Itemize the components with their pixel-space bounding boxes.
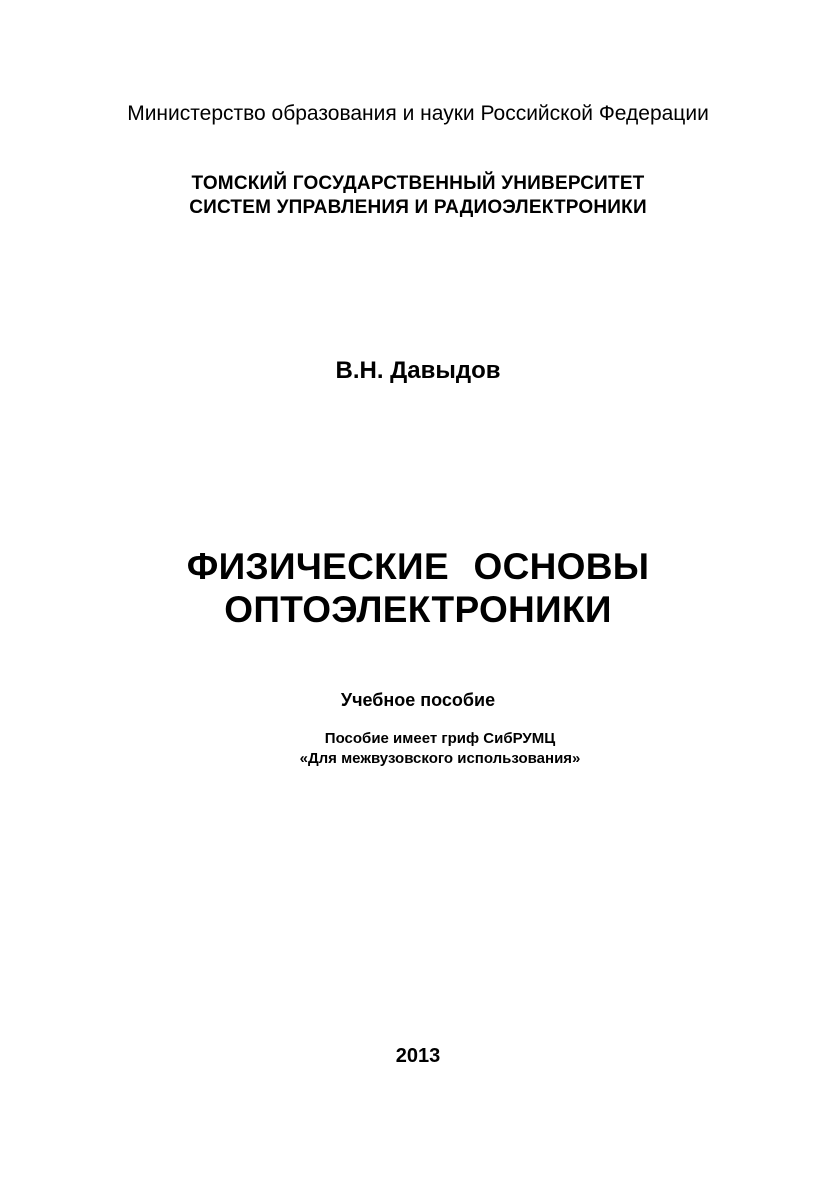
grif-line2: «Для межвузовского использования» <box>299 750 581 767</box>
book-subtitle: Учебное пособие <box>340 690 496 710</box>
grif-line1: Пособие имеет гриф СибРУМЦ <box>324 730 556 747</box>
publication-year: 2013 <box>395 1045 441 1067</box>
ministry-heading: Министерство образования и науки Российской Федерации <box>127 102 709 125</box>
author-name: В.Н. Давыдов <box>335 357 501 384</box>
book-title-line2: ОПТОЭЛЕКТРОНИКИ <box>224 589 612 630</box>
university-name-line1: ТОМСКИЙ ГОСУДАРСТВЕННЫЙ УНИВЕРСИТЕТ <box>191 173 645 194</box>
book-title-line1: ФИЗИЧЕСКИЕ ОСНОВЫ <box>186 546 650 587</box>
university-name-line2: СИСТЕМ УПРАВЛЕНИЯ И РАДИОЭЛЕКТРОНИКИ <box>189 197 647 218</box>
